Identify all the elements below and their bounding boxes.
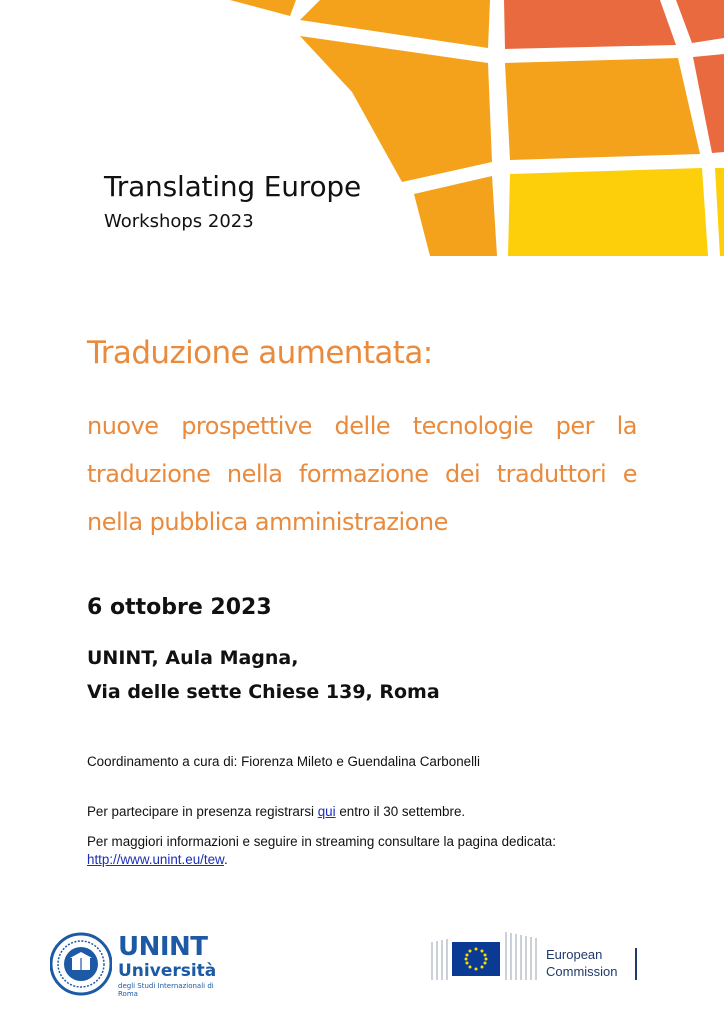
unint-seal-icon	[50, 928, 112, 1000]
info-text-end: .	[223, 852, 228, 867]
unint-full-name: degli Studi Internazionali di Roma	[118, 982, 214, 998]
event-title: Traduzione aumentata:	[87, 335, 433, 371]
coordination-text: Coordinamento a cura di: Fiorenza Mileto e Guendalina Carbonelli	[87, 754, 481, 769]
unint-name: UNINT	[118, 932, 208, 962]
register-link[interactable]: qui	[317, 804, 336, 819]
info-text	[87, 833, 647, 869]
ec-divider	[635, 948, 637, 980]
event-subtitle: nuove prospettive delle tecnologie per la traduzione nella formazione dei traduttori e nella pubblica amministrazione	[87, 412, 637, 536]
ec-building-icon	[430, 928, 542, 984]
unint-university: Università	[118, 961, 217, 981]
event-venue	[87, 641, 440, 709]
venue-line-2: Via delle sette Chiese 139, Roma	[87, 681, 440, 703]
european-commission-logo	[430, 928, 650, 988]
event-date: 6 ottobre 2023	[87, 595, 272, 620]
ec-name-line-1: European	[546, 947, 603, 962]
info-page-link[interactable]: http://www.unint.eu/tew	[87, 852, 224, 867]
ec-name	[546, 946, 618, 980]
header-title: Translating Europe	[104, 170, 361, 203]
header-subtitle: Workshops 2023	[104, 211, 254, 232]
registration-text	[87, 803, 465, 821]
info-text-start: Per maggiori informazioni e seguire in streaming consultare la pagina dedicata:	[87, 834, 556, 849]
venue-line-1: UNINT, Aula Magna,	[87, 647, 299, 669]
ec-name-line-2: Commission	[546, 964, 618, 979]
unint-logo	[50, 928, 230, 1000]
registration-text-end: entro il 30 settembre.	[335, 804, 466, 819]
registration-text-start: Per partecipare in presenza registrarsi	[87, 804, 318, 819]
